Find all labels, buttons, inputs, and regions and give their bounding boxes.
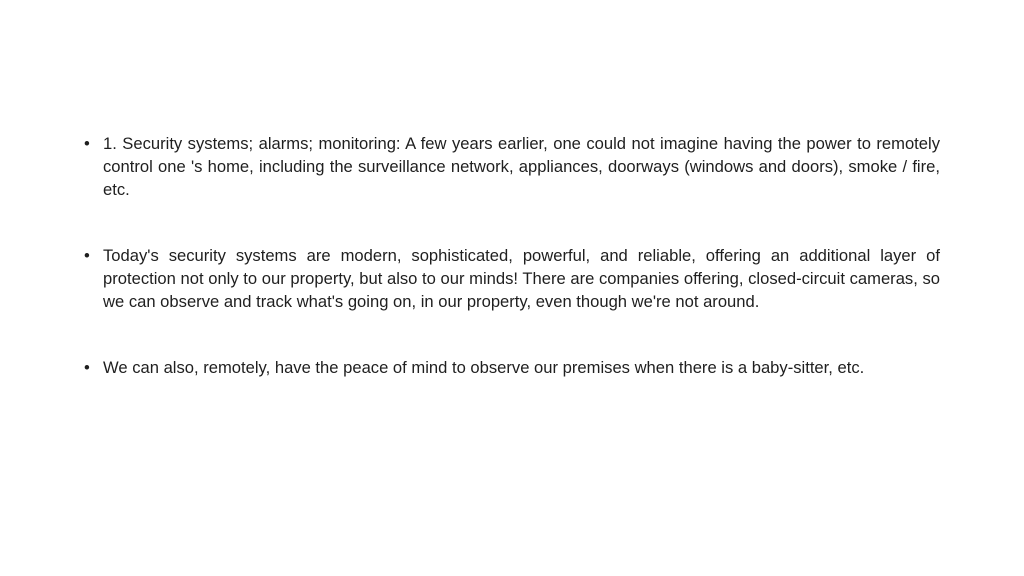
bullet-dot-icon: •	[84, 246, 90, 265]
bullet-item-3	[84, 356, 940, 379]
bullet-list	[84, 132, 940, 422]
bullet-text-3: We can also, remotely, have the peace of mind to observe our premises when there is a baby-sitter, etc.	[103, 358, 865, 377]
bullet-item-2	[84, 244, 940, 313]
bullet-dot-icon: •	[84, 358, 90, 377]
bullet-text-1: 1. Security systems; alarms; monitoring: A few years earlier, one could not imagine having the power to remotely control one 's home, including the surveillance network, appliances, doorways (windows and doors), smoke / fire, etc.	[103, 134, 940, 199]
bullet-dot-icon: •	[84, 134, 90, 153]
bullet-text-2: Today's security systems are modern, sophisticated, powerful, and reliable, offering an additional layer of protection not only to our property, but also to our minds! There are companies offering, closed-circuit cameras, so we can observe and track what's going on, in our property, even though we're not around.	[103, 246, 940, 311]
bullet-item-1	[84, 132, 940, 201]
